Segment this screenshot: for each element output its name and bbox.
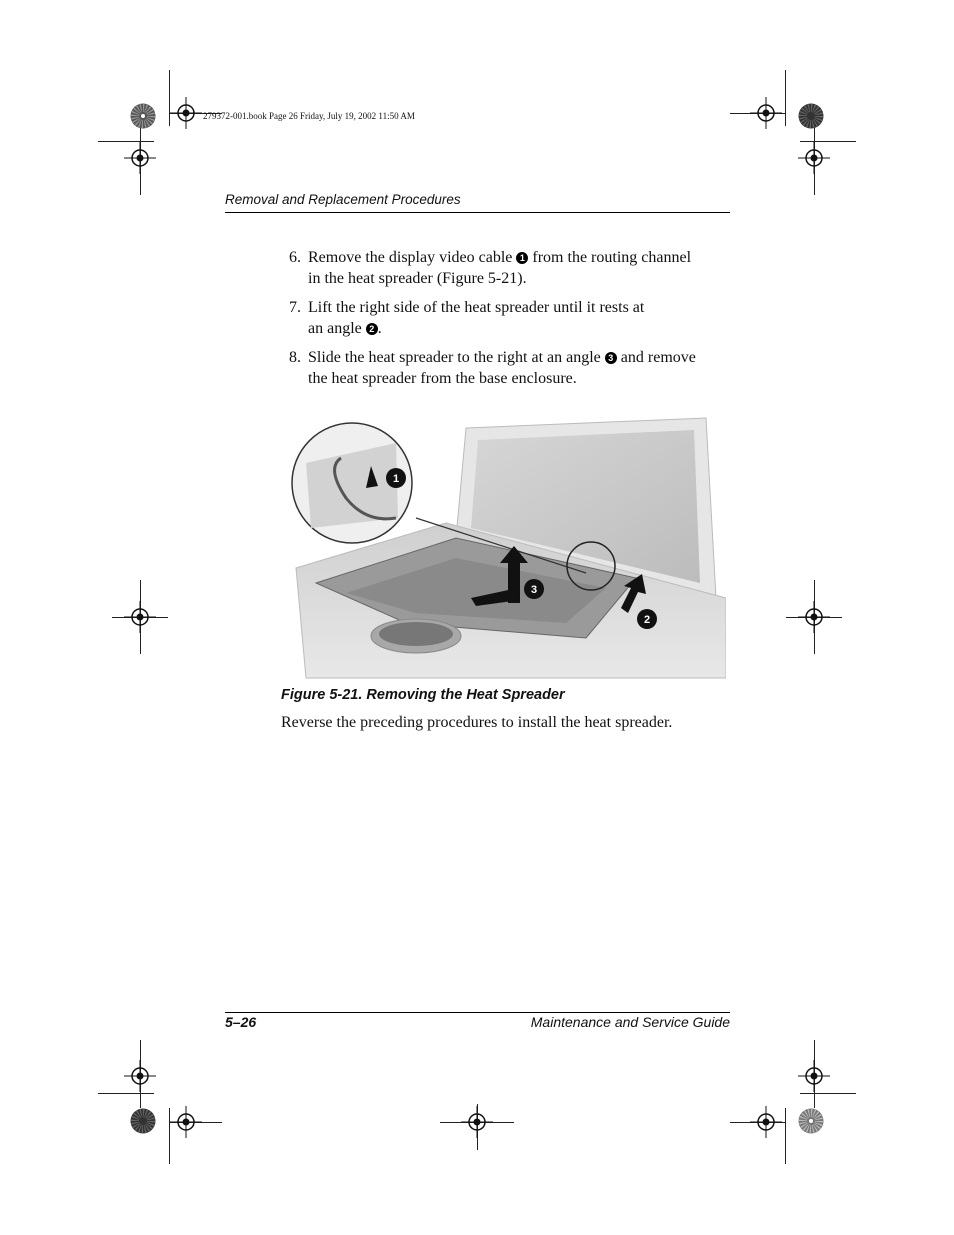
sunburst-mark-icon [130,103,156,129]
running-head: Removal and Replacement Procedures [225,192,461,207]
registration-target-icon [798,1060,830,1092]
step-6: 6. Remove the display video cable 1 from the routing channel in the heat spreader (Figure 5-21). [289,249,692,287]
closing-paragraph: Reverse the preceding procedures to install the heat spreader. [281,714,673,731]
guide-title: Maintenance and Service Guide [530,1014,730,1030]
figure-callout-2-icon [637,609,657,629]
step-8: 8. Slide the heat spreader to the right at an angle 3 and remove the heat spreader from the base enclosure. [289,349,696,387]
step-number: 7. [289,299,301,316]
registration-target-icon [170,1106,202,1138]
registration-target-icon [170,97,202,129]
svg-text:2: 2 [643,614,651,626]
registration-target-icon [750,1106,782,1138]
registration-target-icon [124,601,156,633]
figure-callout-3-icon [524,579,544,599]
step-number: 8. [289,349,301,366]
callout-2-icon: 2 [366,323,378,335]
registration-target-icon [798,601,830,633]
print-slug: 279372-001.book Page 26 Friday, July 19, 2002 11:50 AM [203,111,415,121]
figure-caption: Figure 5-21. Removing the Heat Spreader [281,687,565,703]
sunburst-mark-icon [798,103,824,129]
page-number: 5–26 [225,1014,257,1030]
svg-text:1: 1 [392,473,400,485]
heat-spreader-illustration [286,408,726,683]
registration-target-icon [461,1106,493,1138]
step-number: 6. [289,249,301,266]
sunburst-mark-icon [798,1108,824,1134]
registration-target-icon [124,1060,156,1092]
header-rule [225,212,730,213]
registration-target-icon [798,142,830,174]
registration-target-icon [124,142,156,174]
callout-3-icon: 3 [605,352,617,364]
registration-target-icon [750,97,782,129]
figure-callout-1-icon [386,468,406,488]
step-7: 7. Lift the right side of the heat spreader until it rests at an angle 2 . [289,299,645,337]
sunburst-mark-icon [130,1108,156,1134]
svg-text:3: 3 [530,584,538,596]
callout-1-icon: 1 [516,252,528,264]
footer-rule [225,1012,730,1013]
